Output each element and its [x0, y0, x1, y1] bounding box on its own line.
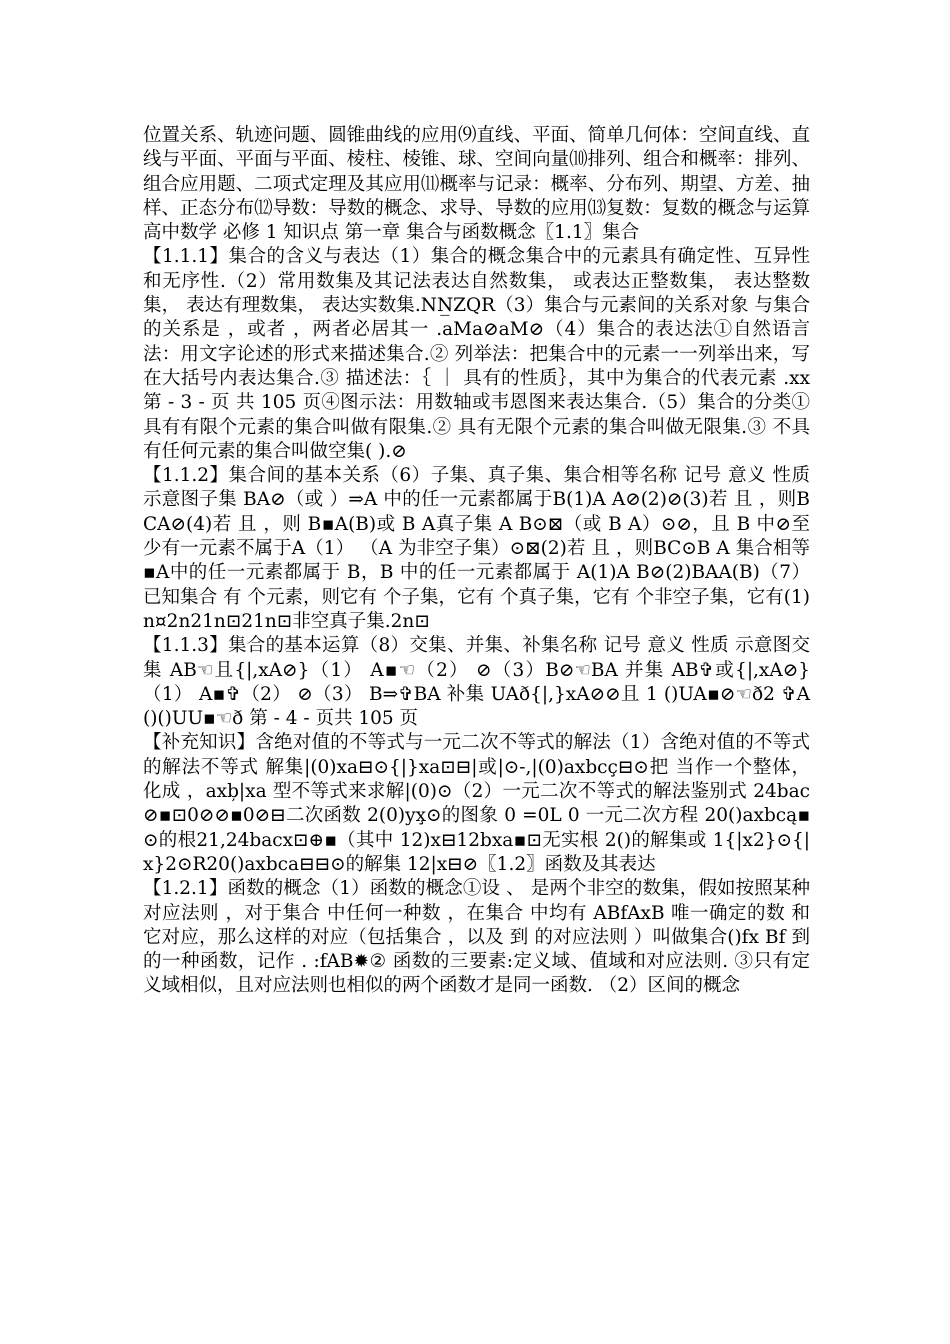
document-page	[143, 124, 810, 999]
paragraph-1-1-3: 【1.1.3】集合的基本运算（8）交集、并集、补集名称 记号 意义 性质 示意图交集 AB☜且{|,xA⊘}（1） A▪☜（2） ⊘（3）B⊘☜BA 并集 AB✞或{|,xA⊘}（1） A▪✞（2） ⊘（3） B⇒✞BA 补集 UAð{|,}xA⊘⊘且 1 ()UA▪⊘☜ð2 ✞A()()UU▪☜ð 第 - 4 - 页共 105 页	[143, 635, 810, 730]
paragraph-1-2-1: 【1.2.1】函数的概念（1）函数的概念①设 、 是两个非空的数集，假如按照某种对应法则 ，对于集合 中任何一种数 ，在集合 中均有 ABfAxB 唯一确定的数 和它对应，那么这样的对应（包括集合 ，以及 到 的对应法则 ）叫做集合()fx Bf 到 的一种函数，记作 . :fAB✹② 函数的三要素:定义域、值域和对应法则. ③只有定义域相似，且对应法则也相似的两个函数才是同一函数. （2）区间的概念	[143, 878, 810, 997]
paragraph-1-1-1: 【1.1.1】集合的含义与表达（1）集合的概念集合中的元素具有确定性、互异性和无序性.（2）常用数集及其记法表达自然数集， 或表达正整数集， 表达整数集， 表达有理数集， 表达实数集.NN̲ZQR（3）集合与元素间的关系对象 与集合 的关系是 ，或者 ，两者必居其一 .aMa⊘aM⊘（4）集合的表达法①自然语言法：用文字论述的形式来描述集合.② 列举法：把集合中的元素一一列举出来，写在大括号内表达集合.③ 描述法：｛ ｜ 具有的性质｝，其中为集合的代表元素 .xx 第 - 3 - 页 共 105 页④图示法：用数轴或韦恩图来表达集合.（5）集合的分类①具有有限个元素的集合叫做有限集.② 具有无限个元素的集合叫做无限集.③ 不具有任何元素的集合叫做空集( ).⊘	[143, 246, 810, 462]
paragraph-intro: 位置关系、轨迹问题、圆锥曲线的应用⑼直线、平面、简单几何体：空间直线、直线与平面、平面与平面、棱柱、棱锥、球、空间向量⑽排列、组合和概率：排列、组合应用题、二项式定理及其应用⑾概率与记录：概率、分布列、期望、方差、抽样、正态分布⑿导数：导数的概念、求导、导数的应用⒀复数：复数的概念与运算高中数学 必修 1 知识点 第一章 集合与函数概念〖1.1〗集合	[143, 125, 810, 244]
paragraph-supplement: 【补充知识】含绝对值的不等式与一元二次不等式的解法（1）含绝对值的不等式的解法不等式 解集|(0)xa⊟⊙{|}xa⊡⊟|或|⊙-,|(0)axbcç⊟⊙把 当作一个整体，化成 ，axb̦|xa 型不等式来求解|(0)⊙（2）一元二次不等式的解法鉴别式 24bac⊘▪⊡0⊘⊘▪0⊘⊟二次函数 2(0)yx̧⊙的图象 0 =0L 0 一元二次方程 20()axbcą▪⊙的根21,24bacx⊡⊕▪（其中 12)x⊟12bxa▪⊡无实根 2()的解集或 1{|x2}⊙{|x}2⊙R20()axbca⊟⊟⊙的解集 12|x⊟⊘〖1.2〗函数及其表达	[143, 732, 810, 875]
paragraph-1-1-2: 【1.1.2】集合间的基本关系（6）子集、真子集、集合相等名称 记号 意义 性质 示意图子集 BA⊘（或 ）⇒A 中的任一元素都属于B(1)A A⊘(2)⊘(3)若 且 ，则BCA⊘(4)若 且 ，则 B▪A(B)或 B A真子集 A B⊙⊠（或 B A）⊙⊘，且 B 中⊘至少有一元素不属于A（1） （A 为非空子集）⊙⊠(2)若 且 ，则BC⊙B A 集合相等 ▪A中的任一元素都属于 B，B 中的任一元素都属于 A(1)A B⊘(2)BAA(B)（7）已知集合 有 个元素，则它有 个子集，它有 个真子集，它有 个非空子集，它有(1)n¤2n21n⊡21n⊡非空真子集.2n⊡	[143, 465, 810, 632]
